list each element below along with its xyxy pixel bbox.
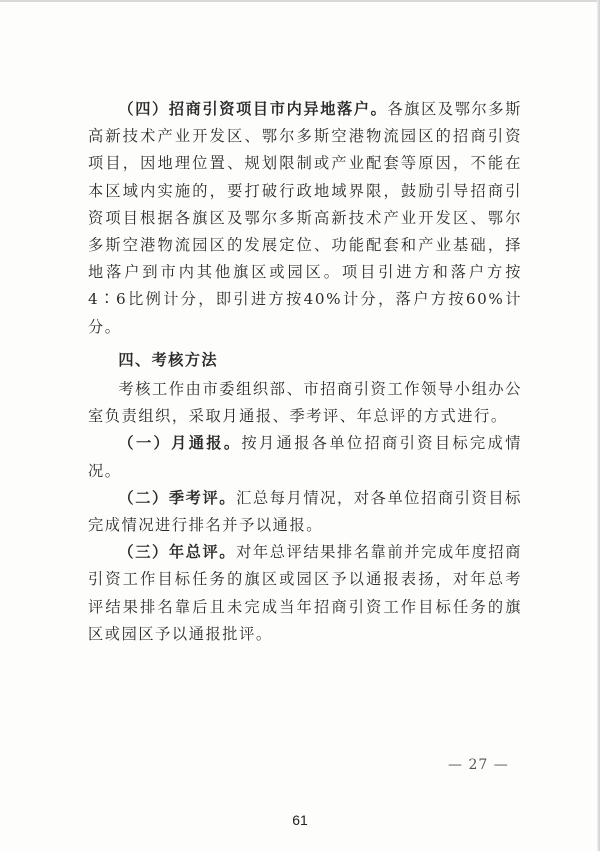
paragraph-item-4 xyxy=(88,96,522,341)
paragraph-text: 各旗区及鄂尔多斯高新技术产业开发区、鄂尔多斯空港物流园区的招商引资项目，因地理位置、规划限制或产业配套等原因，不能在本区域内实施的，要打破行政地域界限，鼓励引导招商引资项目根据各旗区及鄂尔多斯高新技术产业开发区、鄂尔多斯空港物流园区的发展定位、功能配套和产业基础，择地落户到市内其他旗区或园区。项目引进方和落户方按4∶6比例计分，即引进方按40%计分，落户方按60%计分。 xyxy=(88,100,522,336)
paragraph-lead: （一）月通报。 xyxy=(118,434,242,453)
document-body xyxy=(88,96,522,648)
section-heading: 四、考核方法 xyxy=(118,350,218,369)
paragraph-annual-evaluation xyxy=(88,539,522,648)
paragraph-text: 汇总每月情况，对各单位招商引资目标完成情况进行排名并予以通报。 xyxy=(88,488,523,535)
paragraph-text: 对年总评结果排名靠前并完成年度招商引资工作目标任务的旗区或园区予以通报表扬，对年总考评结果排名靠后且未完成当年招商引资工作目标任务的旗区或园区予以通报批评。 xyxy=(88,543,523,643)
paragraph-lead: （四）招商引资项目市内异地落户。 xyxy=(118,100,388,118)
scan-edge-top xyxy=(0,0,600,2)
paragraph-monthly-report xyxy=(88,430,522,484)
paragraph-lead: （三）年总评。 xyxy=(118,543,237,562)
paragraph-lead: （二）季考评。 xyxy=(118,488,237,507)
paragraph-intro: 考核工作由市委组织部、市招商引资工作领导小组办公室负责组织，采取月通报、季考评、年总评的方式进行。 xyxy=(88,380,522,426)
paragraph-text: 按月通报各单位招商引资目标完成情况。 xyxy=(88,434,522,480)
paragraph-quarterly-evaluation xyxy=(88,485,522,539)
scan-page-number: 61 xyxy=(292,812,308,828)
page-number: — 27 — xyxy=(448,757,509,773)
